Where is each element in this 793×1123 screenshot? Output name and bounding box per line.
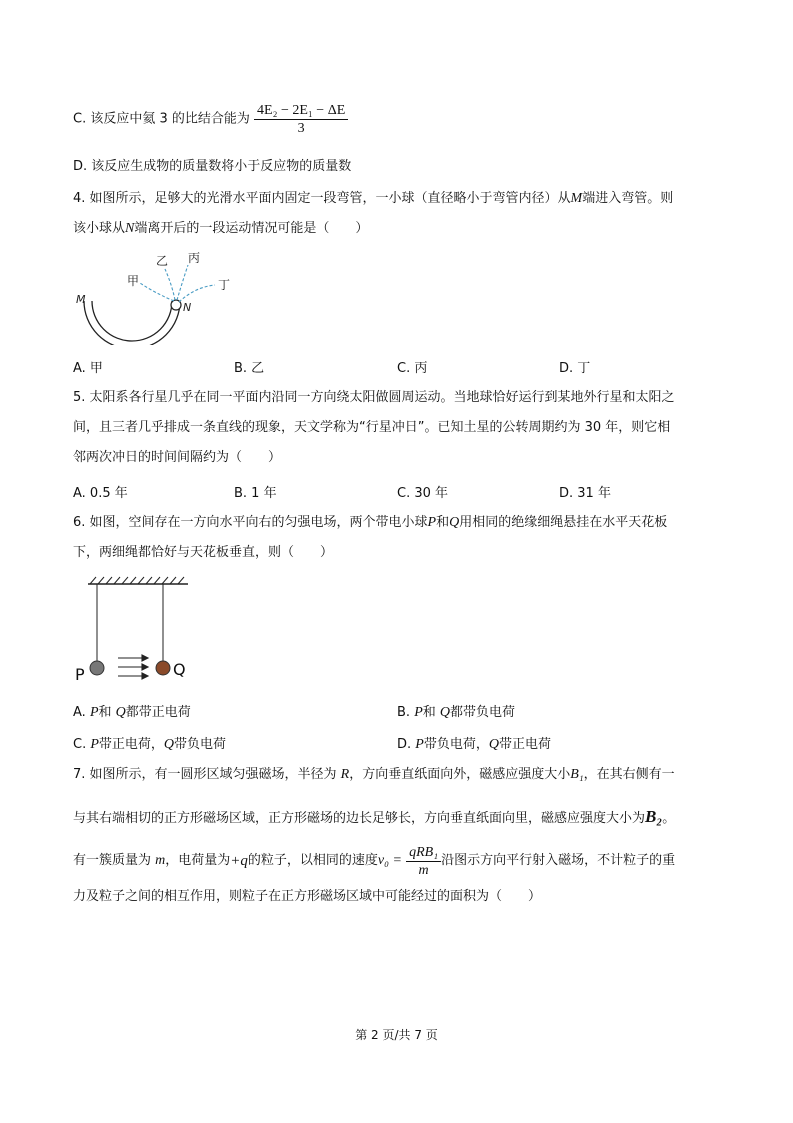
label-yi: 乙	[156, 254, 169, 268]
label-q: Q	[173, 660, 186, 679]
q4-option-a: A. 甲	[73, 361, 103, 376]
var-charge: +q	[230, 853, 248, 869]
ball-p	[90, 661, 104, 675]
q7-stem-line2	[73, 808, 675, 828]
var-q: Q	[488, 737, 499, 752]
opt-text: 都带正电荷	[125, 705, 191, 720]
q7-stem-text: 有一簇质量为	[73, 853, 156, 868]
q5-option-a: A. 0.5 年	[73, 486, 128, 501]
q5-option-c: C. 30 年	[397, 486, 449, 501]
var-q: Q	[163, 737, 175, 752]
q3-option-d: D. 该反应生成物的质量数将小于反应物的质量数	[73, 159, 352, 174]
page-footer: 第 2 页/共 7 页	[355, 1028, 438, 1042]
q6-option-c	[73, 733, 226, 753]
q3-option-c	[73, 102, 348, 137]
label-jia: 甲	[127, 274, 140, 288]
fraction-denominator: m	[418, 862, 429, 878]
opt-text: D.	[397, 737, 416, 752]
var-m: m	[155, 853, 166, 868]
q3-option-c-text: C. 该反应中氦 3 的比结合能为	[73, 111, 250, 127]
q6-option-a	[73, 701, 191, 721]
q3-option-c-fraction	[254, 102, 348, 137]
label-m: M	[76, 293, 86, 306]
q6-stem-line2: 下，两细绳都恰好与天花板垂直，则（ ）	[73, 545, 334, 560]
q7-stem-text: 沿图示方向平行射入磁场，不计粒子的重	[441, 853, 676, 868]
opt-text: 带正电荷	[498, 737, 551, 752]
label-p: P	[75, 665, 85, 684]
q6-option-b	[397, 701, 515, 721]
q6-option-d	[397, 733, 551, 753]
var-q: Q	[115, 705, 126, 720]
var-r: R	[340, 767, 350, 782]
q7-stem-text: ，在其右侧有一	[583, 767, 675, 782]
path-ding	[179, 285, 215, 302]
q4-stem-text: 端进入弯管。则	[582, 191, 674, 206]
q6-charged-balls-figure	[70, 574, 200, 689]
var-n: N	[125, 221, 135, 236]
q5-option-d: D. 31 年	[559, 486, 611, 501]
var-p: P	[89, 705, 99, 720]
q4-stem-line2	[73, 220, 368, 238]
ball-q	[156, 661, 170, 675]
var-b1: B₁	[570, 767, 584, 782]
label-bing: 丙	[188, 251, 201, 265]
opt-text: 都带负电荷	[450, 705, 516, 720]
q5-stem-line3: 邻两次冲日的时间间隔约为（ ）	[73, 450, 282, 465]
ceiling-hatch	[90, 577, 184, 584]
q5-stem-line2: 间，且三者几乎排成一条直线的现象，天文学称为“行星冲日”。已知土星的公转周期约为 30 年，则它相	[73, 420, 671, 435]
q6-stem-text: 6. 如图，空间存在一方向水平向右的匀强电场，两个带电小球	[73, 515, 428, 530]
q4-option-d: D. 丁	[559, 361, 591, 376]
fraction-numerator: qRB₁	[406, 844, 441, 862]
q7-velocity-fraction	[406, 844, 441, 879]
q4-bent-tube-figure	[70, 245, 250, 345]
path-bing	[177, 265, 188, 300]
q6-stem-text: 用相同的绝缘细绳悬挂在水平天花板	[459, 515, 668, 530]
q5-option-b: B. 1 年	[234, 486, 277, 501]
q5-stem-line1: 5. 太阳系各行星几乎在同一平面内沿同一方向绕太阳做圆周运动。当地球恰好运行到某地外行星和太阳之	[73, 390, 675, 405]
var-p: P	[415, 737, 424, 752]
opt-text: 和	[422, 705, 440, 720]
var-p: P	[90, 737, 99, 752]
opt-text: 带负电荷	[174, 737, 227, 752]
opt-text: 带负电荷，	[423, 737, 489, 752]
q7-stem-text: 。	[662, 811, 676, 826]
path-jia	[140, 283, 174, 301]
fraction-numerator: 4E₂ − 2E₁ − ΔE	[254, 102, 348, 120]
opt-text: 和	[98, 705, 116, 720]
path-yi	[165, 269, 175, 300]
var-m: M	[570, 191, 583, 206]
var-v0: v₀ =	[377, 853, 402, 868]
q7-stem-line4: 力及粒子之间的相互作用，则粒子在正方形磁场区域中可能经过的面积为（ ）	[73, 889, 542, 904]
q4-stem-line1	[73, 190, 673, 208]
q7-stem-line3	[73, 843, 675, 880]
var-b2: B₂	[645, 807, 663, 826]
q7-stem-text: 与其右端相切的正方形磁场区域，正方形磁场的边长足够长，方向垂直纸面向里，磁感应强度大小为	[73, 811, 646, 826]
q7-stem-text: 7. 如图所示，有一圆形区域匀强磁场，半径为	[73, 767, 341, 782]
opt-text: A.	[73, 705, 90, 720]
var-p: P	[427, 515, 437, 530]
q7-stem-text: ，电荷量为	[165, 853, 231, 868]
q4-option-b: B. 乙	[234, 361, 265, 376]
label-n: N	[183, 301, 192, 314]
var-p: P	[414, 705, 423, 720]
tube-inner-wall	[92, 301, 172, 341]
opt-text: B.	[397, 705, 415, 720]
var-q: Q	[439, 705, 451, 720]
opt-text: C.	[73, 737, 91, 752]
label-ding: 丁	[218, 278, 231, 292]
q7-stem-line1	[73, 766, 675, 784]
q6-stem-line1	[73, 514, 667, 532]
q7-stem-text: 的粒子，以相同的速度	[247, 853, 378, 868]
q6-stem-text: 和	[436, 515, 450, 530]
var-q: Q	[449, 515, 460, 530]
q4-option-c: C. 丙	[397, 361, 428, 376]
q4-stem-text: 4. 如图所示，足够大的光滑水平面内固定一段弯管，一小球（直径略小于弯管内径）从	[73, 191, 571, 206]
electric-field-arrows	[118, 655, 148, 679]
q7-stem-text: ，方向垂直纸面向外，磁感应强度大小	[349, 767, 571, 782]
opt-text: 带正电荷，	[98, 737, 164, 752]
q4-stem-text: 该小球从	[73, 221, 126, 236]
fraction-denominator: 3	[297, 121, 305, 136]
q4-stem-text: 端离开后的一段运动情况可能是（ ）	[134, 221, 369, 236]
